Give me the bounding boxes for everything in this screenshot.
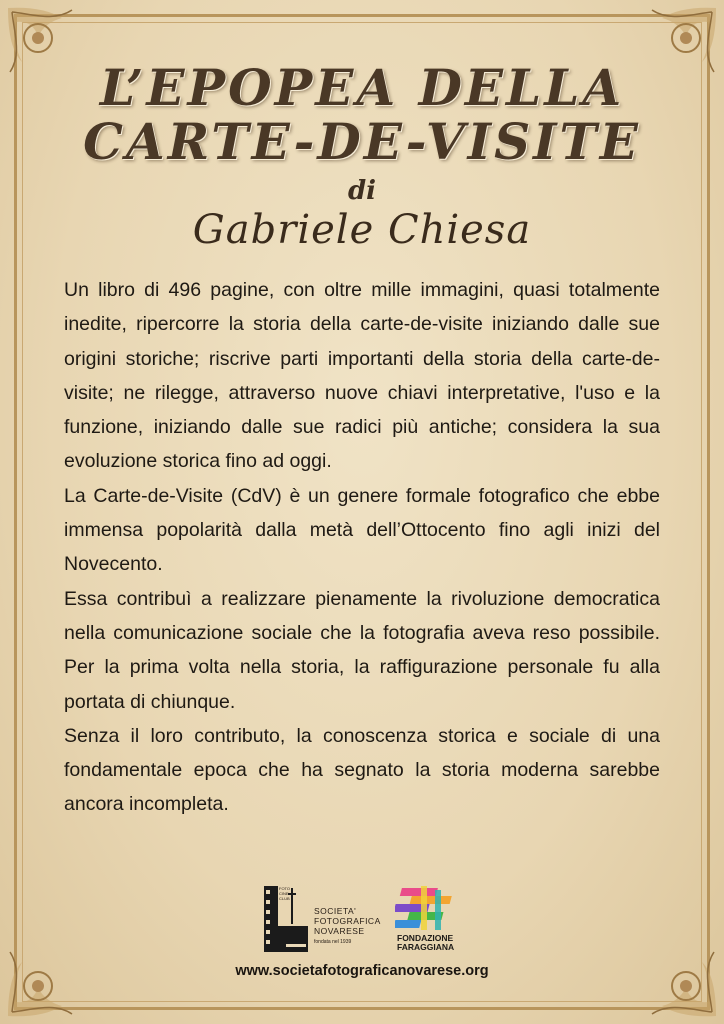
sfn-badge: FOTO CINE CLUB <box>279 886 291 901</box>
sfn-line: SOCIETA' <box>314 906 357 916</box>
title-line-2: CARTE-DE-VISITE <box>83 112 641 171</box>
paragraph: Essa contribuì a realizzare pienamente la rivoluzione democratica nella comunicazione sociale che la fotografia aveva reso possibile. Per la prima volta nella storia, la raffigurazione personale fu alla portata di chiunque. <box>64 587 660 713</box>
website-url: www.societafotograficanovarese.org <box>235 963 489 979</box>
sponsor-logos <box>0 884 724 954</box>
by-label: di <box>347 176 377 206</box>
ff-line: FARAGGIANA <box>397 942 455 952</box>
paragraph: Senza il loro contributo, la conoscenza storica e sociale di una fondamentale epoca che ha segnato la storia moderna sarebbe ancora incompleta. <box>64 724 660 816</box>
title-line-1: L’EPOPEA DELLA <box>99 58 625 117</box>
author-name: Gabriele Chiesa <box>192 207 532 253</box>
paragraph: Un libro di 496 pagine, con oltre mille immagini, quasi totalmente inedite, ripercorre la storia della carte-de-visite iniziando dalle sue origini storiche; riscrive parti importanti della storia della carte-de-visite; ne rilegge, attraverso nuove chiavi interpretative, l'uso e la funzione, iniziando dalle sue radici più antiche; considera la sua evoluzione storica fino ad oggi. <box>64 279 660 473</box>
societa-fotografica-novarese-logo <box>262 884 382 954</box>
ff-colored-blocks-icon <box>395 884 463 934</box>
fondazione-faraggiana-logo <box>395 884 467 954</box>
ff-line: FONDAZIONE <box>397 933 454 943</box>
sfn-line: FOTOGRAFICA <box>314 916 381 926</box>
sfn-line: NOVARESE <box>314 926 365 936</box>
sfn-name <box>314 906 381 936</box>
sfn-founded: fondata nel 1939 <box>314 939 352 945</box>
description-text <box>64 273 660 822</box>
ff-name <box>397 934 467 952</box>
paragraph: La Carte-de-Visite (CdV) è un genere formale fotografico che ebbe immensa popolarità dalla metà dell’Ottocento fino agli inizi del Novecento. <box>64 484 660 576</box>
